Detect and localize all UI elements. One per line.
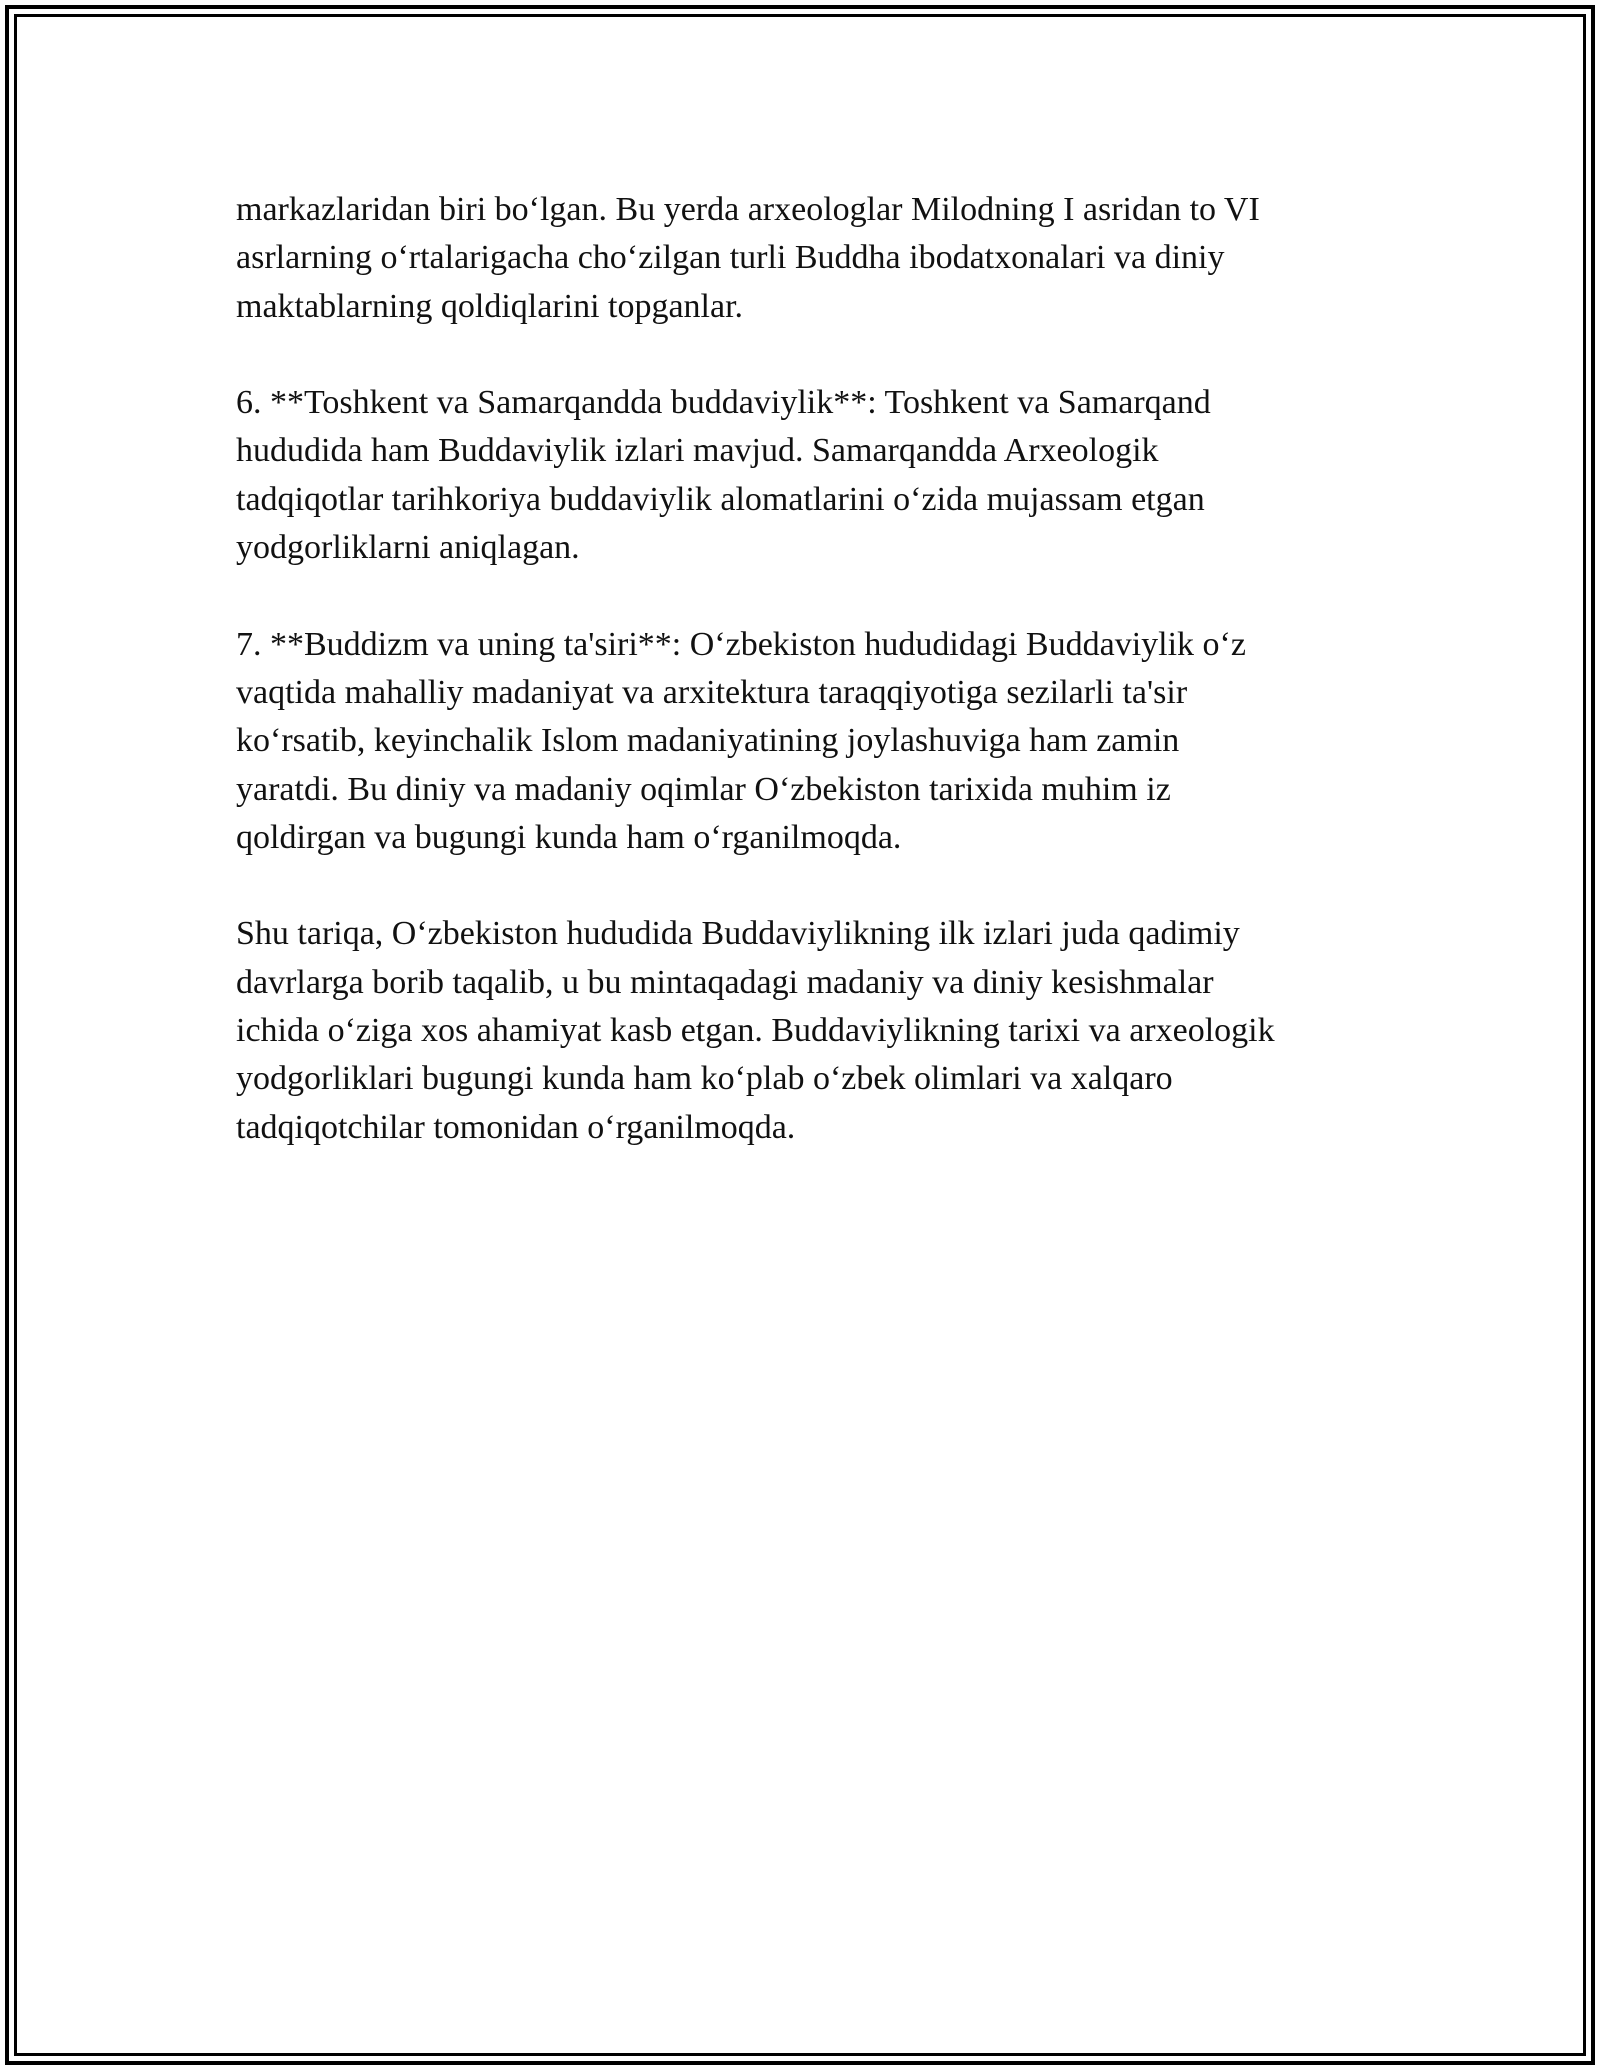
paragraph-intro-continuation: markazlaridan biri bo‘lgan. Bu yerda arxeologlar Milodning I asridan to VI asrlarning o‘rtalarigacha cho‘zilgan turli Buddha ibodatxonalari va diniy maktablarning qoldiqlarini topganlar.	[236, 191, 1260, 325]
paragraph-item-6: 6. **Toshkent va Samarqandda buddaviylik**: Toshkent va Samarqand hududida ham Buddaviylik izlari mavjud. Samarqandda Arxeologik tadqiqotlar tarihkoriya buddaviylik alomatlarini o‘zida mujassam etgan yodgorliklarni aniqlagan.	[236, 384, 1211, 567]
document-body	[236, 186, 1376, 1200]
paragraph-item-7: 7. **Buddizm va uning ta'siri**: O‘zbekiston hududidagi Buddaviylik o‘z vaqtida mahalliy madaniyat va arxitektura taraqqiyotiga sezilarli ta'sir ko‘rsatib, keyinchalik Islom madaniyatining joylashuviga ham zamin yaratdi. Bu diniy va madaniy oqimlar O‘zbekiston tarixida muhim iz qoldirgan va bugungi kunda ham o‘rganilmoqda.	[236, 625, 1246, 856]
paragraph-conclusion: Shu tariqa, O‘zbekiston hududida Buddaviylikning ilk izlari juda qadimiy davrlarga borib taqalib, u bu mintaqadagi madaniy va diniy kesishmalar ichida o‘ziga xos ahamiyat kasb etgan. Buddaviylikning tarixi va arxeologik yodgorliklari bugungi kunda ham ko‘plab o‘zbek olimlari va xalqaro tadqiqotchilar tomonidan o‘rganilmoqda.	[236, 915, 1275, 1146]
